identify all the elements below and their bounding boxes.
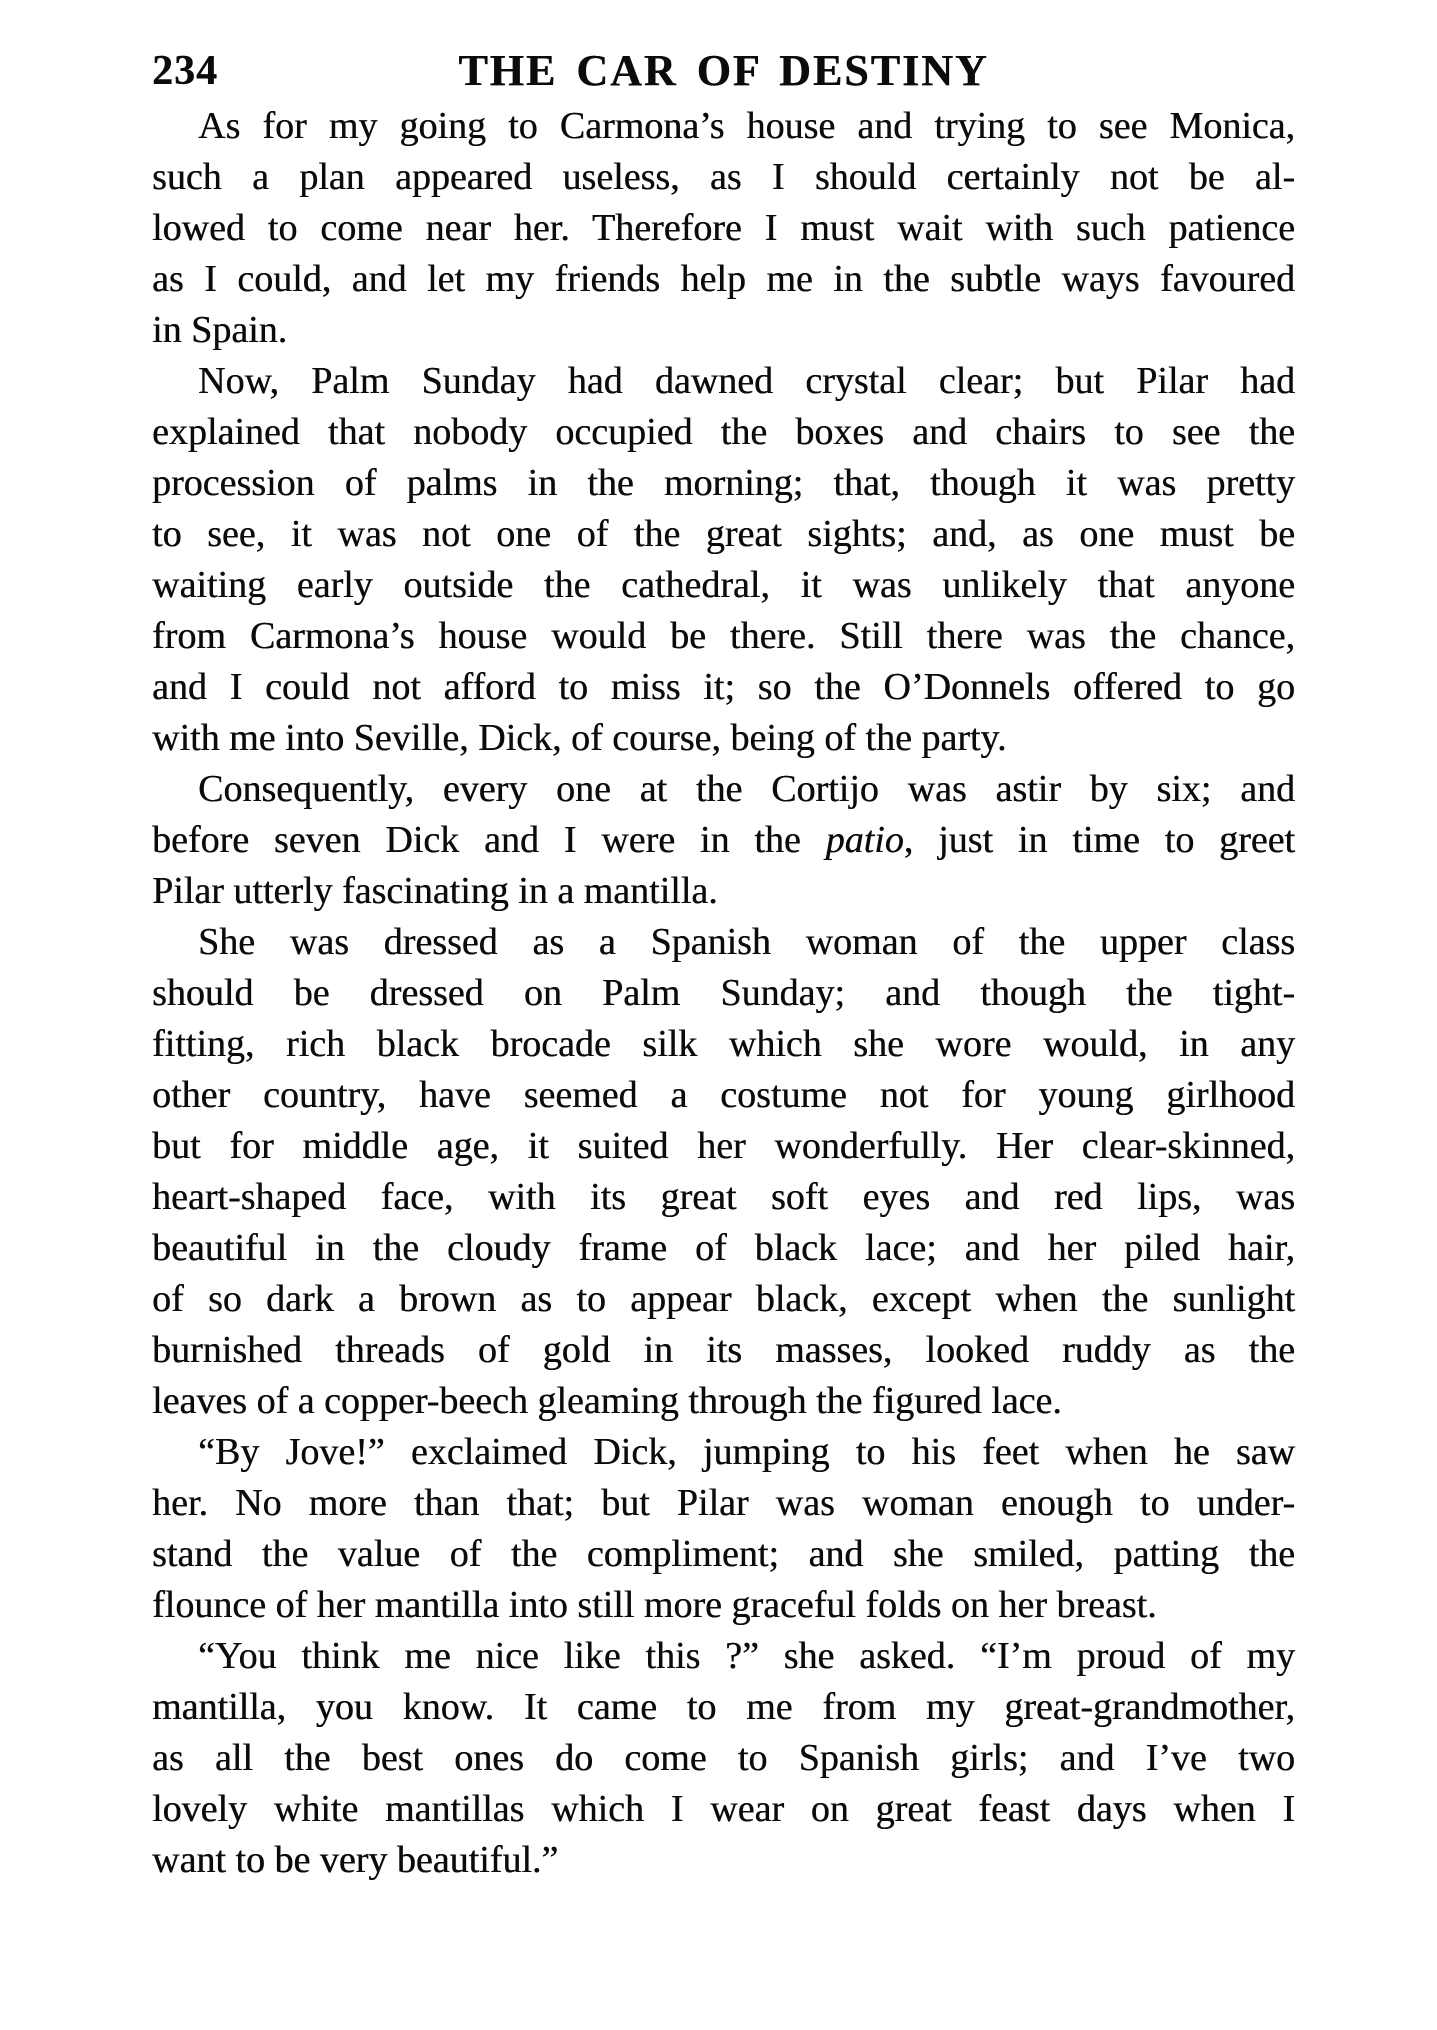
text-line: stand the value of the compliment; and she smiled, patting the	[152, 1533, 1295, 1575]
text-line: fitting, rich black brocade silk which she wore would, in any	[152, 1023, 1295, 1065]
text-line: “By Jove!” exclaimed Dick, jumping to his feet when he saw	[198, 1431, 1295, 1473]
text-line: She was dressed as a Spanish woman of the upper class	[198, 921, 1295, 963]
text-line: Pilar utterly fascinating in a mantilla.	[152, 870, 718, 912]
text-line: with me into Seville, Dick, of course, being of the party.	[152, 717, 1007, 759]
text-line: as I could, and let my friends help me in the subtle ways favoured	[152, 258, 1295, 300]
text-line: mantilla, you know. It came to me from my great-grandmother,	[152, 1686, 1295, 1728]
paragraph	[152, 764, 1295, 917]
text-line: in Spain.	[152, 309, 288, 351]
text-line: beautiful in the cloudy frame of black lace; and her piled hair,	[152, 1227, 1295, 1269]
text-line: and I could not afford to miss it; so the O’Donnels offered to go	[152, 666, 1295, 708]
text-line: leaves of a copper-beech gleaming through the figured lace.	[152, 1380, 1062, 1422]
running-head	[152, 46, 1295, 96]
text-line: of so dark a brown as to appear black, except when the sunlight	[152, 1278, 1295, 1320]
paragraph	[152, 917, 1295, 1427]
text-line: Consequently, every one at the Cortijo was astir by six; and	[198, 768, 1295, 810]
text-line: want to be very beautiful.”	[152, 1839, 559, 1881]
text-line: but for middle age, it suited her wonderfully. Her clear-skinned,	[152, 1125, 1295, 1167]
text-line: from Carmona’s house would be there. Still there was the chance,	[152, 615, 1295, 657]
text-line: procession of palms in the morning; that, though it was pretty	[152, 462, 1295, 504]
text-line: as all the best ones do come to Spanish girls; and I’ve two	[152, 1737, 1295, 1779]
page-number: 234	[152, 48, 218, 94]
text-line: As for my going to Carmona’s house and trying to see Monica,	[198, 105, 1295, 147]
text-line: before seven Dick and I were in the patio, just in time to greet	[152, 819, 1295, 861]
text-line: heart-shaped face, with its great soft eyes and red lips, was	[152, 1176, 1295, 1218]
paragraph	[152, 101, 1295, 356]
text-line: lovely white mantillas which I wear on great feast days when I	[152, 1788, 1295, 1830]
paragraph	[152, 1427, 1295, 1631]
text-line: to see, it was not one of the great sights; and, as one must be	[152, 513, 1295, 555]
text-line: waiting early outside the cathedral, it was unlikely that anyone	[152, 564, 1295, 606]
text-line: flounce of her mantilla into still more graceful folds on her breast.	[152, 1584, 1157, 1626]
text-line: such a plan appeared useless, as I should certainly not be al-	[152, 156, 1295, 198]
text-line: explained that nobody occupied the boxes and chairs to see the	[152, 411, 1295, 453]
text-line: “You think me nice like this ?” she asked. “I’m proud of my	[198, 1635, 1295, 1677]
running-title: THE CAR OF DESTINY	[458, 46, 989, 95]
text-line: her. No more than that; but Pilar was woman enough to under-	[152, 1482, 1295, 1524]
text-line: burnished threads of gold in its masses, looked ruddy as the	[152, 1329, 1295, 1371]
text-line: other country, have seemed a costume not for young girlhood	[152, 1074, 1295, 1116]
text-line: Now, Palm Sunday had dawned crystal clear; but Pilar had	[198, 360, 1295, 402]
paragraph	[152, 356, 1295, 764]
text-line: lowed to come near her. Therefore I must wait with such patience	[152, 207, 1295, 249]
page-body-text	[152, 101, 1295, 1886]
paragraph	[152, 1631, 1295, 1886]
text-line: should be dressed on Palm Sunday; and though the tight-	[152, 972, 1295, 1014]
